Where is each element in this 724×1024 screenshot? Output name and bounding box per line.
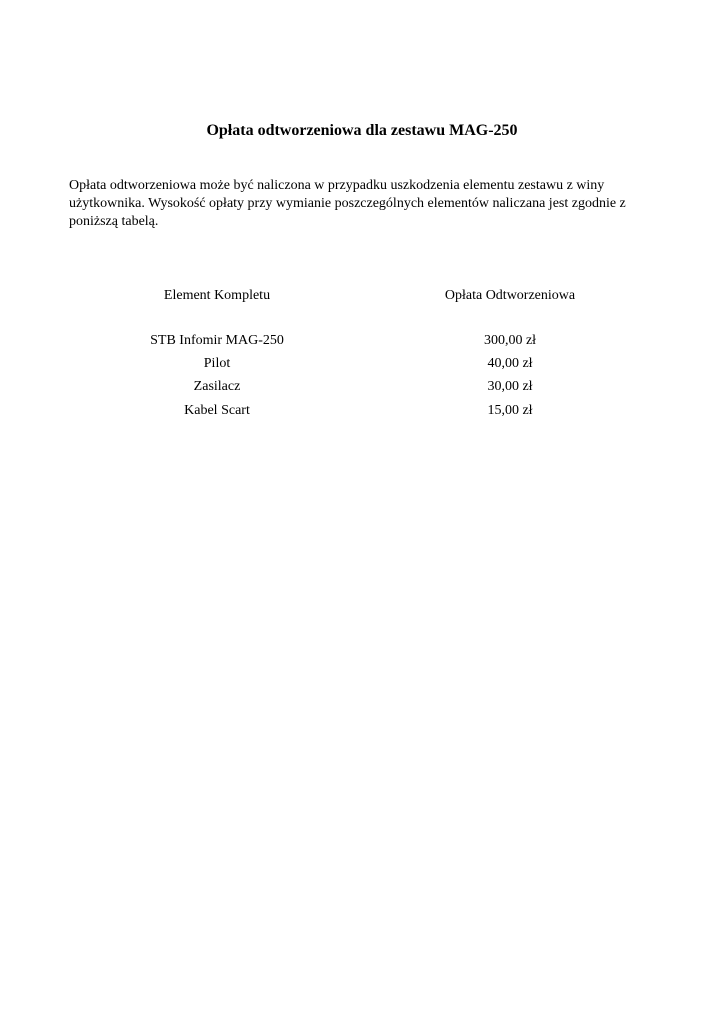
table-header-row — [0, 286, 724, 306]
fee-cell: 15,00 zł — [487, 403, 533, 418]
intro-line: poniższą tabelą. — [69, 214, 159, 229]
fee-cell: 30,00 zł — [487, 379, 533, 394]
element-cell: Pilot — [203, 356, 231, 371]
table-row — [0, 377, 724, 397]
intro-line: użytkownika. Wysokość opłaty przy wymianie poszczególnych elementów naliczana jest zgodnie z — [69, 196, 626, 211]
table-row — [0, 354, 724, 374]
intro-line: Opłata odtworzeniowa może być naliczona w przypadku uszkodzenia elementu zestawu z winy — [69, 178, 605, 193]
intro-paragraph — [69, 177, 659, 231]
element-cell: Kabel Scart — [184, 403, 250, 418]
fee-cell: 40,00 zł — [487, 356, 533, 371]
document-title: Opłata odtworzeniowa dla zestawu MAG-250 — [206, 122, 518, 139]
table-row — [0, 401, 724, 421]
header-fee: Opłata Odtworzeniowa — [444, 288, 576, 303]
element-cell: STB Infomir MAG-250 — [150, 333, 284, 348]
table-row — [0, 331, 724, 351]
element-cell: Zasilacz — [193, 379, 241, 394]
fee-cell: 300,00 zł — [483, 333, 537, 348]
header-element: Element Kompletu — [163, 288, 271, 303]
